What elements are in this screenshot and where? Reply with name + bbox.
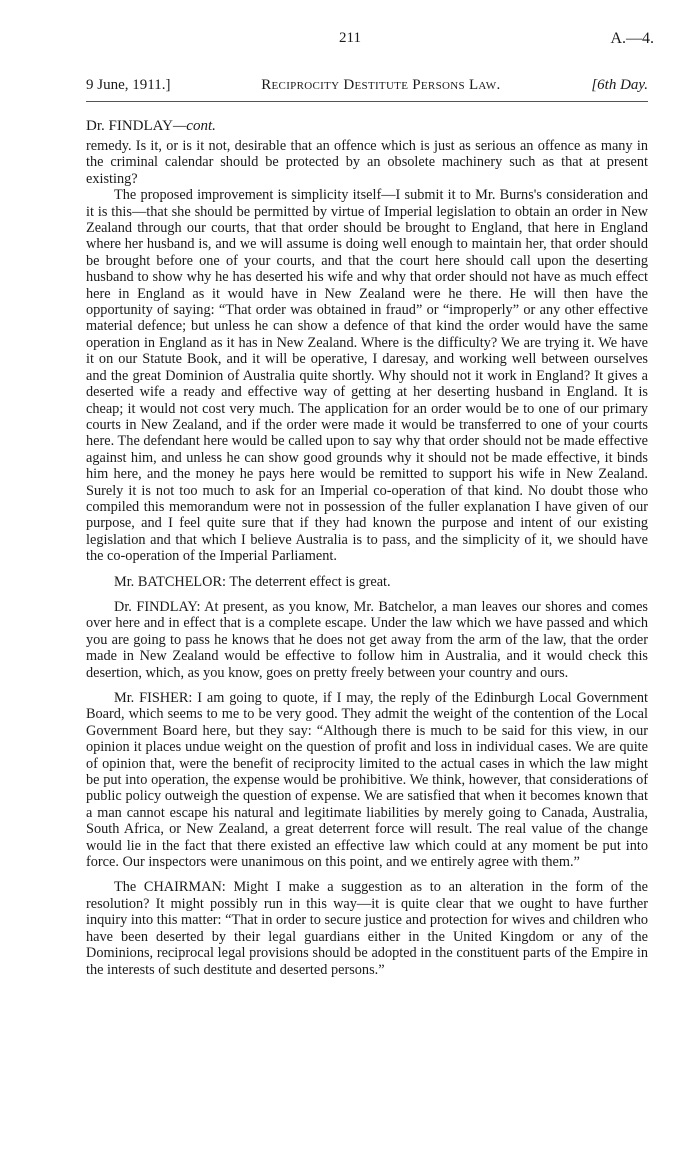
speech-findlay-text: : At present, as you know, Mr. Batchelor, a man leaves our shores and comes over here and in effect that is a complete escape. Under the law which we have passed and which you are going to pass he knows that he does not get away from the arm of the law, that the order made in New Zealand would be effective to follow him in Australia, and it would check this desertion, which, as you know, goes on pretty freely between your country and ours. bbox=[86, 598, 648, 681]
speaker-fisher: Mr. FISHER bbox=[114, 690, 189, 706]
speaker-batchelor: Mr. BATCHELOR bbox=[114, 573, 223, 590]
running-head-date: 9 June, 1911.] bbox=[86, 77, 171, 93]
speech-chairman-text: : Might I make a suggestion as to an alteration in the form of the resolution? It might possibly run in this way—it is quite clear that we ought to have further inquiry into this matter: “That in order to secure justice and protection for wives and children who have been deserted by their legal guardians either in the United Kingdom or any of the Dominions, reciprocal legal provisions should be adopted in the constituent parts of the Empire in the interests of such destitute and deserted persons.” bbox=[86, 879, 648, 978]
paragraph-remedy: remedy. Is it, or is it not, desirable that an offence which is just as serious an offence as many in the criminal calendar should be protected by an obsolete machinery such as that at present existing? bbox=[86, 138, 648, 187]
continued-suffix: —cont. bbox=[172, 118, 216, 134]
speech-chairman bbox=[86, 879, 648, 977]
paragraph-proposed-improvement: The proposed improvement is simplicity itself—I submit it to Mr. Burns's consideration and it is this—that she should be permitted by virtue of Imperial legislation to obtain an order in New Zealand through our courts, that that order should be brought to England, that here in England where her husband is, and we will assume is doing well enough to maintain her, that order should be brought before one of your courts, and that the court here should call upon the deserting husband to show why he has deserted his wife and why that order should not have as much effect here in England as it would have in New Zealand were he there. He will then have the opportunity of saying: “That order was obtained in fraud” or “improperly” or any other effective material defence; but unless he can show a defence of that kind the order would have the same operation in England as it has in New Zealand. Where is the difficulty? We are trying it. We have it on our Statute Book, and it will be operative, I daresay, and working well between ourselves and the great Dominion of Australia quite shortly. Why should not it work in England? It gives a deserted wife a ready and effective way of getting at her deserting husband in England. It is cheap; it would not cost very much. The application for an order would be to one of our primary courts in New Zealand, and if the order were made it would be transferred to one of your courts here. The defendant here would be called upon to say why that order should not be made effective against him, and unless he can show good grounds why it should not be made effective, it binds him here, and the money he pays here would be remitted to support his wife in New Zealand. Surely it is not too much to ask for an Imperial co-operation of that kind. No doubt those who compiled this memorandum were not in possession of the fuller explanation I have given of our purpose, and I feel quite sure that if they had known the purpose and intent of our existing legislation and that which I believe Australia is to pass, and the simplicity of it, we should have the co-operation of the Imperial Parliament. bbox=[86, 187, 648, 565]
speech-findlay bbox=[86, 599, 648, 681]
running-head-title: Reciprocity Destitute Persons Law. bbox=[261, 77, 501, 93]
speech-batchelor-text: : The deterrent effect is great. bbox=[222, 573, 391, 590]
speech-batchelor bbox=[86, 574, 648, 590]
continued-speaker-name: Dr. FINDLAY bbox=[86, 118, 173, 134]
header-rule bbox=[86, 101, 648, 102]
speech-fisher-text: : I am going to quote, if I may, the reply of the Edinburgh Local Government Board, which seems to me to be very good. They admit the weight of the contention of the Local Government Board here, but they say: “Although there is much to be said for this view, in our opinion it places undue weight on the question of profit and loss in individual cases. We are quite of opinion that, were the benefit of reciprocity limited to the actual cases in which the law might be put into operation, the expense would be prohibitive. We think, however, that considerations of public policy outweigh the question of expense. We are satisfied that when it becomes known that a man cannot escape his natural and legitimate liabilities by merely going to Canada, Australia, South Africa, or New Zealand, a great deterrent force will result. The real value of the change would lie in the fact that there existed an effective law which could at any moment be put into force. Our inspectors were unanimous on this point, and we entirely agree with them.” bbox=[86, 690, 648, 871]
speaker-chairman: The CHAIRMAN bbox=[114, 879, 222, 896]
running-head bbox=[86, 77, 648, 94]
paper-reference: A.—4. bbox=[610, 30, 654, 47]
body-text bbox=[86, 138, 648, 978]
speech-fisher bbox=[86, 690, 648, 870]
speaker-findlay: Dr. FINDLAY bbox=[114, 598, 197, 615]
running-head-day: [6th Day. bbox=[591, 77, 648, 93]
page-number: 211 bbox=[339, 30, 361, 46]
continued-speaker-heading bbox=[86, 118, 216, 135]
